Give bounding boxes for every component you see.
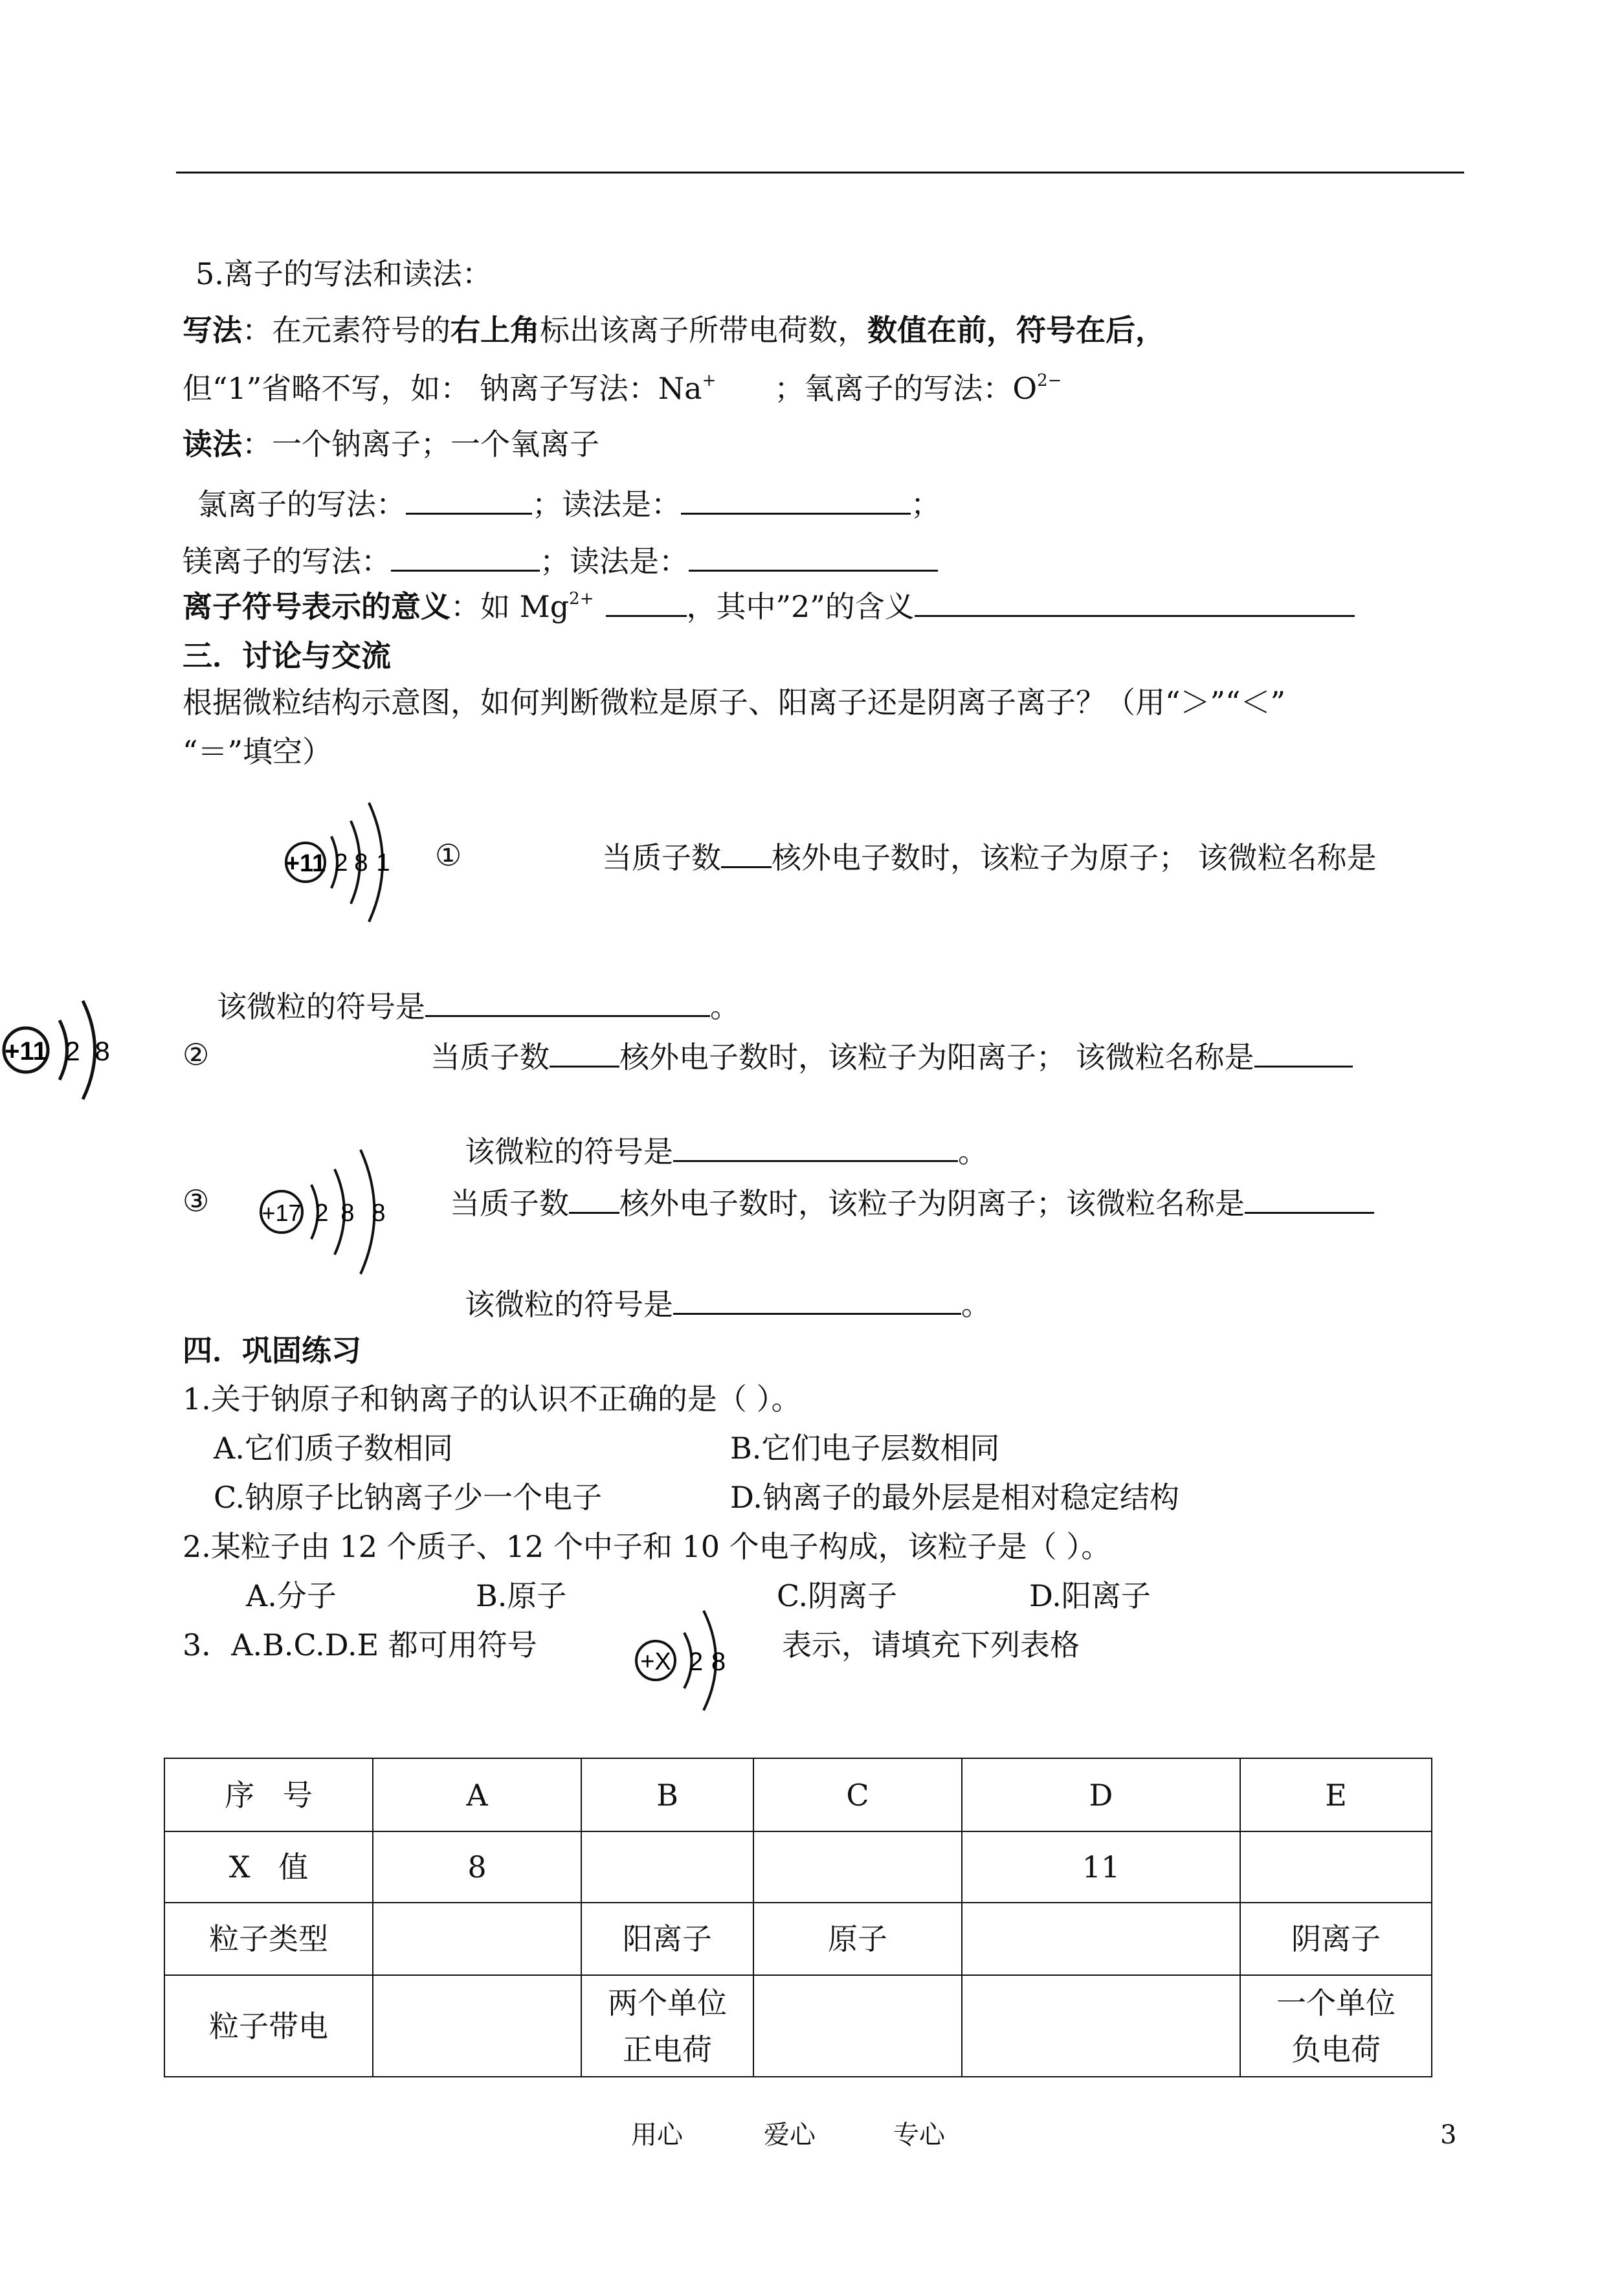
table-cell: 粒子类型 bbox=[164, 1903, 373, 1975]
item-3-name-blank[interactable] bbox=[1245, 1186, 1374, 1214]
table-header-row bbox=[164, 1758, 1432, 1831]
section4-title: 四．巩固练习 bbox=[183, 1333, 361, 1368]
magnesium-write-blank[interactable] bbox=[391, 544, 540, 572]
question-1: 1.关于钠原子和钠离子的认识不正确的是（ ）。 bbox=[183, 1381, 801, 1416]
nucleus-label: +11 bbox=[5, 1037, 47, 1066]
item-3-line1: 当质子数 核外电子数时，该粒子为阴离子；该微粒名称是 bbox=[450, 1186, 1374, 1218]
shell-1-count: 2 bbox=[65, 1036, 80, 1066]
q2-option-d[interactable]: D.阳离子 bbox=[1029, 1578, 1151, 1613]
shell-2-count: 8 bbox=[354, 849, 368, 877]
chloride-read-blank[interactable] bbox=[681, 487, 911, 515]
item-2-line2: 该微粒的符号是 。 bbox=[465, 1134, 988, 1169]
mg-meaning-blank[interactable] bbox=[606, 589, 687, 617]
question-3-part-a: 3．A.B.C.D.E 都可用符号 bbox=[183, 1627, 537, 1662]
header-cell: E bbox=[1240, 1758, 1432, 1831]
table-cell[interactable] bbox=[753, 1831, 962, 1903]
header-cell: C bbox=[753, 1758, 962, 1831]
section3-intro-2: “＝”填空） bbox=[183, 734, 333, 769]
read-rule-line: 读法：一个钠离子；一个氧离子 bbox=[183, 427, 599, 462]
item-3-symbol-blank[interactable] bbox=[673, 1287, 961, 1315]
q1-option-b[interactable]: B.它们电子层数相同 bbox=[730, 1431, 1000, 1466]
item-1-marker: ① bbox=[435, 838, 462, 873]
table-cell: X 值 bbox=[164, 1831, 373, 1903]
shell-1-count: 2 bbox=[315, 1200, 329, 1227]
magnesium-line: 镁离子的写法： ；读法是： bbox=[183, 544, 938, 576]
shell-3-count: 1 bbox=[376, 849, 390, 877]
item-3-marker: ③ bbox=[183, 1183, 210, 1218]
nucleus-label: +X bbox=[640, 1648, 671, 1675]
nucleus-label: +17 bbox=[261, 1200, 302, 1226]
question-2: 2.某粒子由 12 个质子、12 个中子和 10 个电子构成，该粒子是（ ）。 bbox=[183, 1529, 1111, 1564]
header-cell: D bbox=[962, 1758, 1240, 1831]
shell-2-count: 8 bbox=[95, 1036, 110, 1066]
item-2-line1: 当质子数 核外电子数时，该粒子为阳离子； 该微粒名称是 bbox=[430, 1040, 1353, 1072]
table-cell: 粒子带电 bbox=[164, 1975, 373, 2077]
item-3-line2: 该微粒的符号是 。 bbox=[465, 1287, 991, 1322]
footer-word-3: 专心 bbox=[893, 2120, 945, 2150]
ion-diagram-na-plus bbox=[0, 978, 129, 1113]
write-rule-line: 写法：在元素符号的右上角标出该离子所带电荷数，数值在前，符号在后， bbox=[183, 313, 1165, 348]
q1-option-a[interactable]: A.它们质子数相同 bbox=[214, 1431, 453, 1466]
item-2-name-blank[interactable] bbox=[1254, 1040, 1353, 1068]
header-cell: B bbox=[581, 1758, 753, 1831]
table-cell[interactable]: 11 bbox=[962, 1831, 1240, 1903]
item-2-marker: ② bbox=[183, 1037, 210, 1072]
item-1-compare-blank[interactable] bbox=[721, 840, 772, 868]
table-cell[interactable]: 8 bbox=[373, 1831, 581, 1903]
table-cell[interactable] bbox=[373, 1903, 581, 1975]
atom-diagram-x bbox=[625, 1599, 754, 1722]
chloride-write-blank[interactable] bbox=[406, 487, 532, 515]
table-row bbox=[164, 1975, 1432, 2077]
q2-option-a[interactable]: A.分子 bbox=[246, 1578, 337, 1613]
item-1-symbol-blank[interactable] bbox=[425, 989, 710, 1017]
header-cell: A bbox=[373, 1758, 581, 1831]
table-cell[interactable]: 一个单位 负电荷 bbox=[1240, 1975, 1432, 2077]
shell-2-count: 8 bbox=[711, 1648, 726, 1676]
table-cell[interactable] bbox=[962, 1975, 1240, 2077]
table-cell[interactable]: 两个单位 正电荷 bbox=[581, 1975, 753, 2077]
item-1-line1: 当质子数 核外电子数时，该粒子为原子； 该微粒名称是 bbox=[602, 840, 1377, 875]
shell-1-count: 2 bbox=[334, 849, 348, 877]
table-cell[interactable] bbox=[373, 1975, 581, 2077]
atom-diagram-na bbox=[272, 790, 401, 932]
q2-option-c[interactable]: C.阴离子 bbox=[777, 1578, 898, 1613]
magnesium-read-blank[interactable] bbox=[689, 544, 938, 572]
section3-title: 三．讨论与交流 bbox=[183, 638, 391, 673]
question-3-part-b: 表示，请填充下列表格 bbox=[782, 1627, 1080, 1662]
chloride-line: 氯离子的写法： ；读法是： ； bbox=[197, 487, 940, 522]
table-cell[interactable]: 阴离子 bbox=[1240, 1903, 1432, 1975]
table-cell[interactable] bbox=[753, 1975, 962, 2077]
table-cell[interactable]: 阳离子 bbox=[581, 1903, 753, 1975]
write-example-line: 但“1”省略不写，如： 钠离子写法：Na+ ；氧离子的写法：$O^{2-}$ bbox=[183, 371, 1062, 406]
item-2-symbol-blank[interactable] bbox=[673, 1134, 958, 1162]
item-1-line2: 该微粒的符号是 。 bbox=[217, 989, 740, 1024]
shell-3-count: 8 bbox=[372, 1200, 386, 1227]
item-3-compare-blank[interactable] bbox=[569, 1186, 619, 1214]
table-cell[interactable] bbox=[581, 1831, 753, 1903]
shell-2-count: 8 bbox=[340, 1200, 355, 1227]
table-cell[interactable]: 原子 bbox=[753, 1903, 962, 1975]
table-row bbox=[164, 1831, 1432, 1903]
nucleus-label: +11 bbox=[285, 850, 326, 877]
q2-option-b[interactable]: B.原子 bbox=[476, 1578, 567, 1613]
table-cell[interactable] bbox=[1240, 1831, 1432, 1903]
table-cell[interactable] bbox=[962, 1903, 1240, 1975]
page-number: 3 bbox=[1440, 2120, 1457, 2150]
two-meaning-blank[interactable] bbox=[915, 589, 1355, 617]
q1-option-d[interactable]: D.钠离子的最外层是相对稳定结构 bbox=[730, 1480, 1179, 1515]
ion-meaning-line: 离子符号表示的意义：如 $Mg^{2+}$ ，其中”2”的含义 bbox=[183, 589, 1355, 621]
ion-diagram-cl-minus bbox=[249, 1139, 405, 1282]
table-row bbox=[164, 1903, 1432, 1975]
particle-table bbox=[164, 1758, 1432, 2077]
item-2-compare-blank[interactable] bbox=[550, 1040, 619, 1068]
section5-title: 5.离子的写法和读法： bbox=[195, 256, 492, 291]
shell-1-count: 2 bbox=[688, 1648, 704, 1676]
q1-option-c[interactable]: C.钠原子比钠离子少一个电子 bbox=[214, 1480, 603, 1515]
header-rule bbox=[176, 172, 1464, 173]
footer-word-1: 用心 bbox=[631, 2120, 683, 2150]
header-cell: 序 号 bbox=[164, 1758, 373, 1831]
footer-word-2: 爱心 bbox=[764, 2120, 816, 2150]
section3-intro-1: 根据微粒结构示意图，如何判断微粒是原子、阳离子还是阴离子离子？（用“＞”“＜” bbox=[183, 685, 1286, 720]
